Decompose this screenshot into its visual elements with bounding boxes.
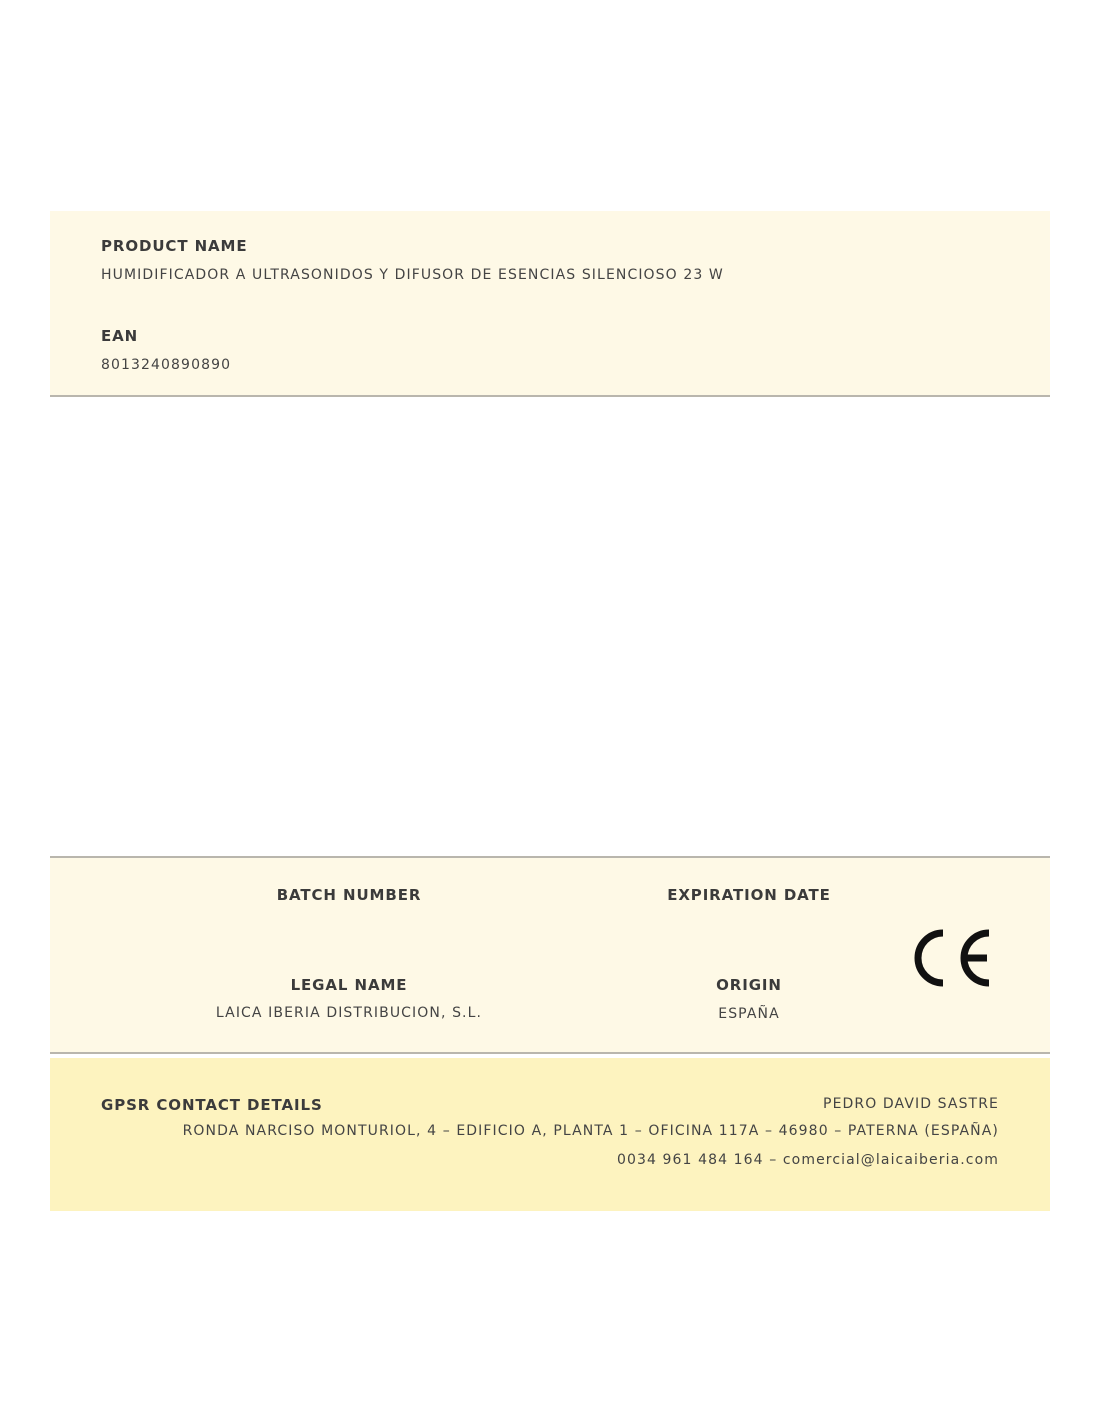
batch-number-label: BATCH NUMBER	[276, 886, 422, 904]
gpsr-contact-label: GPSR CONTACT DETAILS	[101, 1096, 323, 1114]
contact-address: RONDA NARCISO MONTURIOL, 4 – EDIFICIO A, PLANTA 1 – OFICINA 117A – 46980 – PATERNA (ESPAÑA)	[182, 1123, 999, 1139]
contact-person: PEDRO DAVID SASTRE	[823, 1096, 999, 1112]
ean-value: 8013240890890	[101, 357, 232, 373]
contact-phone-email: 0034 961 484 164 – comercial@laicaiberia.com	[616, 1152, 999, 1168]
expiration-date-label: EXPIRATION DATE	[667, 886, 831, 904]
origin-value: ESPAÑA	[718, 1006, 780, 1022]
product-info-panel	[50, 211, 1050, 397]
product-name-value: HUMIDIFICADOR A ULTRASONIDOS Y DIFUSOR DE ESENCIAS SILENCIOSO 23 W	[101, 267, 724, 283]
product-details-panel	[50, 856, 1050, 1054]
ean-label: EAN	[101, 327, 139, 345]
product-name-label: PRODUCT NAME	[101, 237, 248, 255]
origin-label: ORIGIN	[716, 976, 782, 994]
gpsr-contact-panel	[50, 1058, 1050, 1211]
legal-name-label: LEGAL NAME	[290, 976, 408, 994]
ce-mark-icon	[909, 928, 993, 988]
legal-name-value: LAICA IBERIA DISTRIBUCION, S.L.	[215, 1005, 483, 1021]
